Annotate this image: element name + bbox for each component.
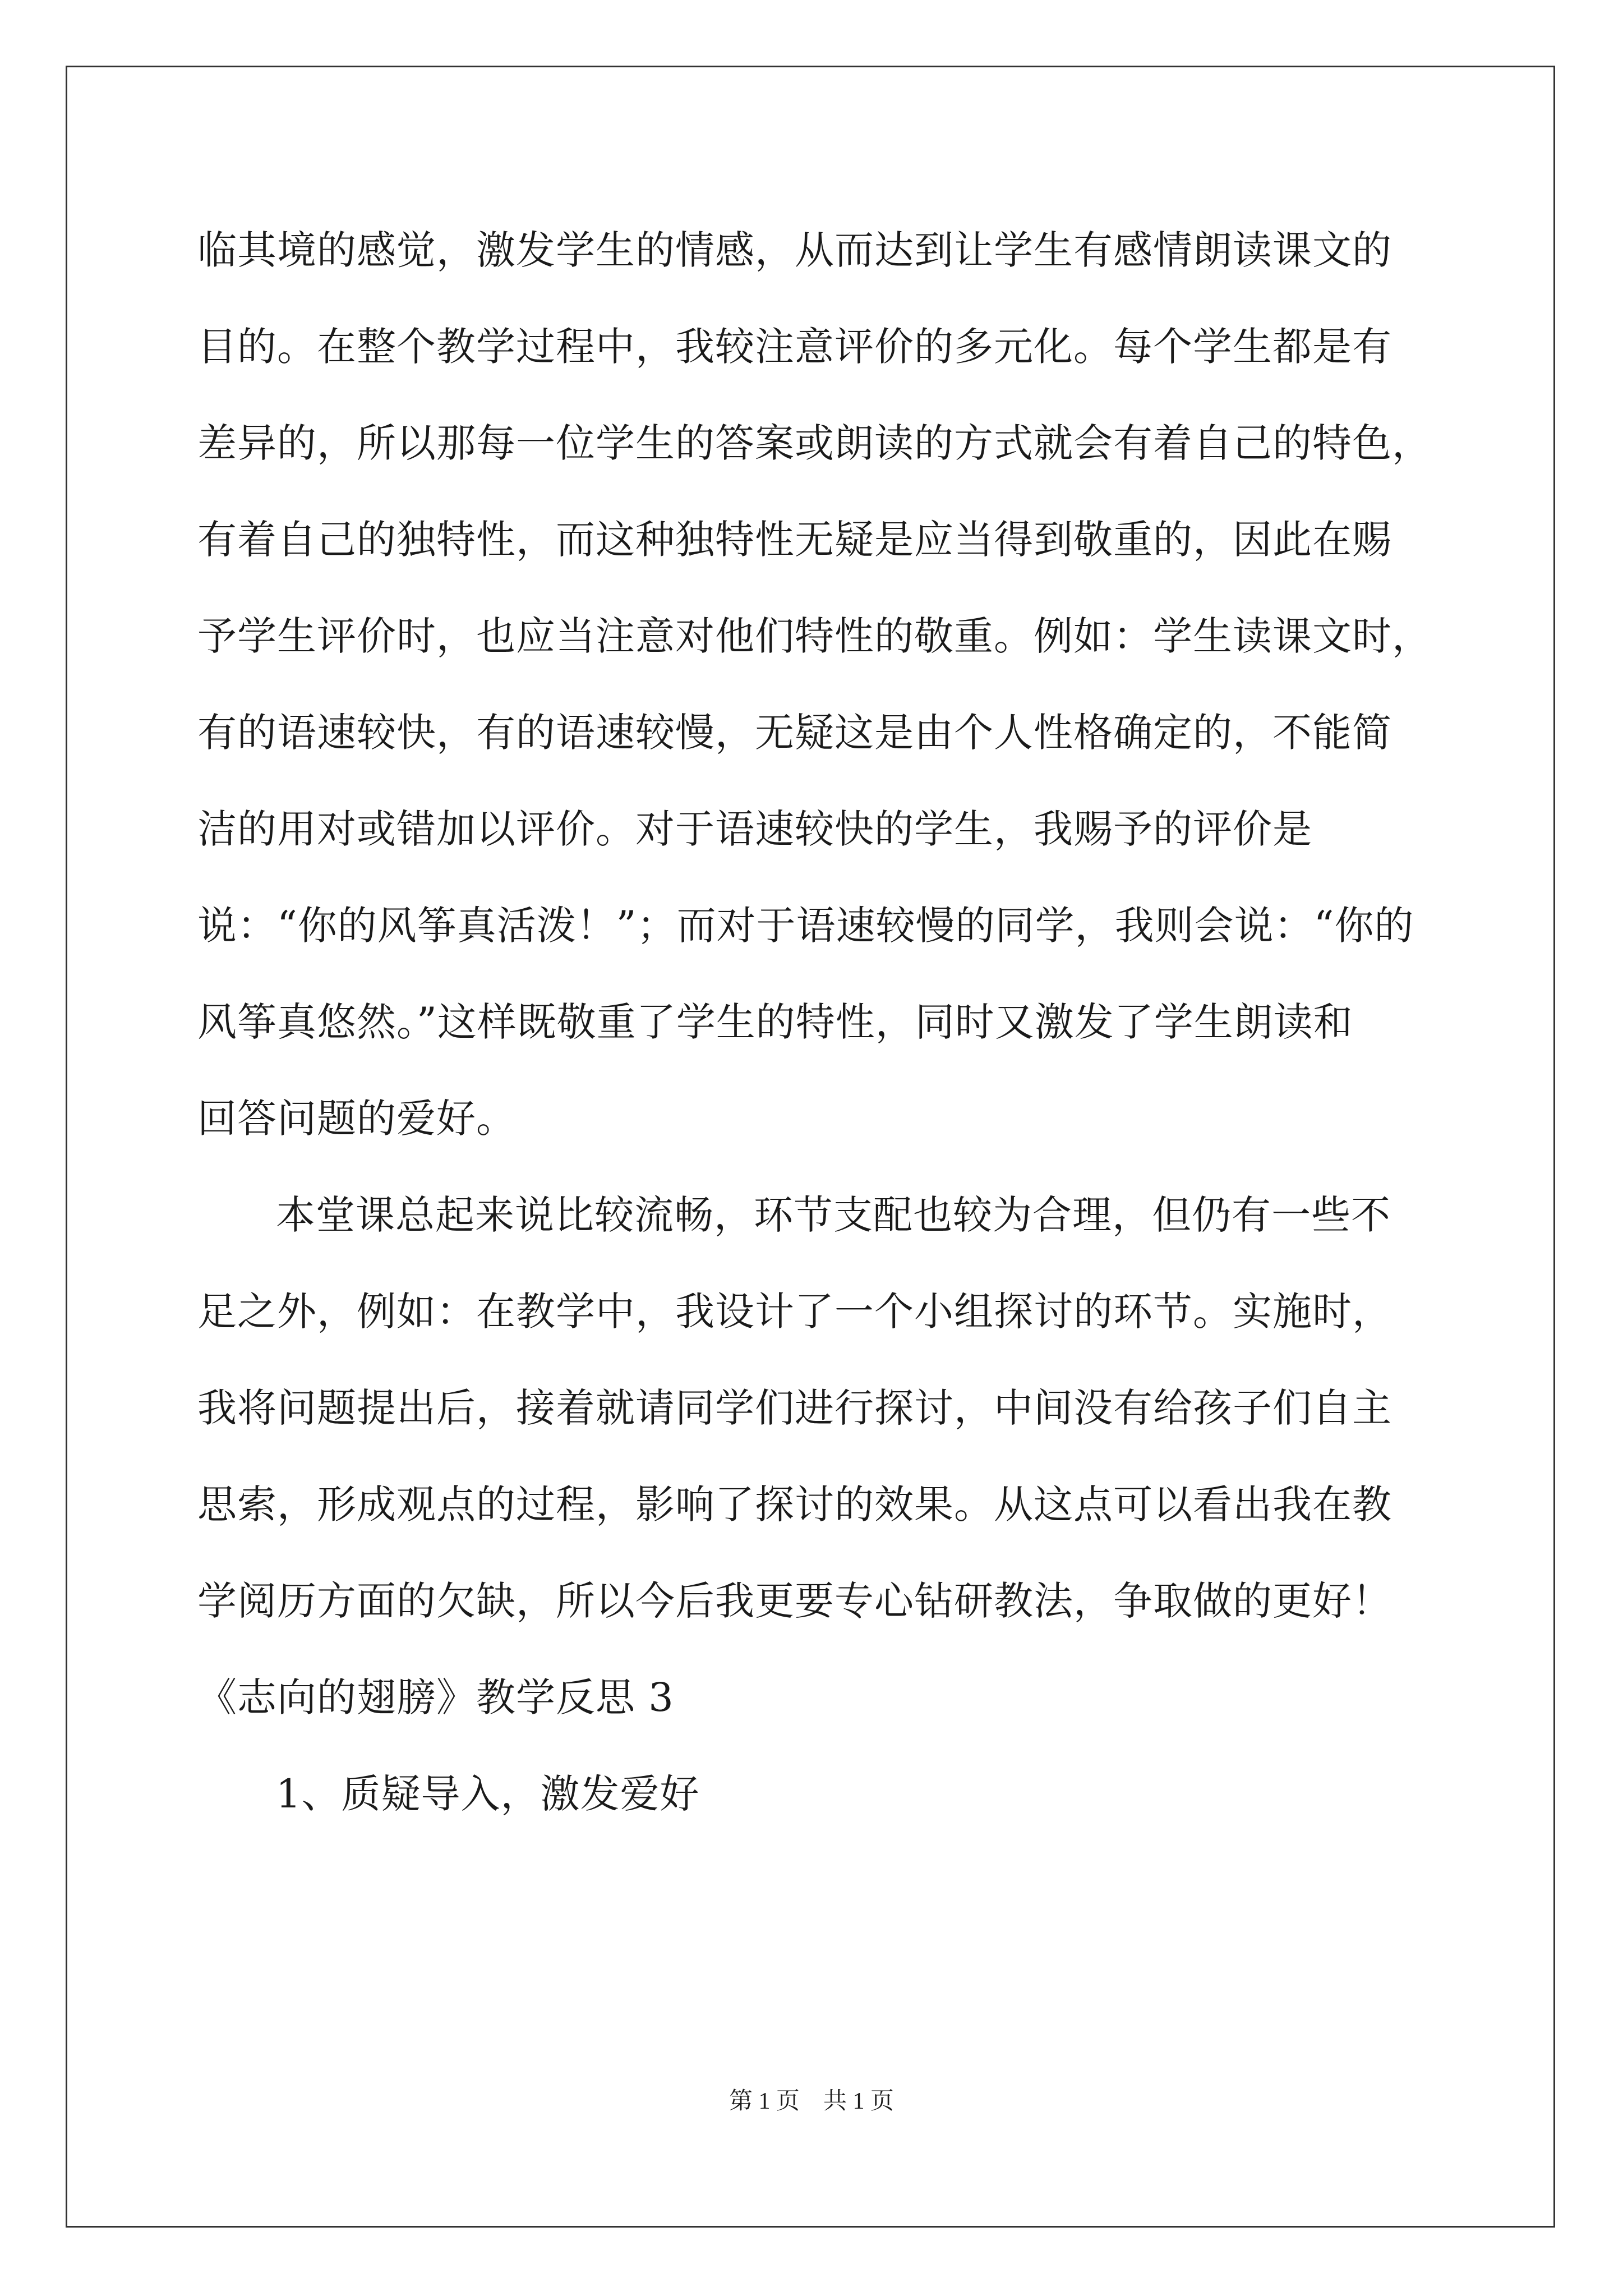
- paragraph-line: 临其境的感觉，激发学生的情感，从而达到让学生有感情朗读课文的: [197, 227, 1392, 273]
- paragraph-1: [197, 219, 1459, 1184]
- page-footer: 第 1 页 共 1 页: [728, 2088, 894, 2114]
- paragraph-line: 我将问题提出后，接着就请同学们进行探讨，中间没有给孩子们自主: [197, 1385, 1392, 1431]
- document-body: [197, 219, 1459, 1859]
- paragraph-line: 说：“你的风筝真活泼！”；而对于语速较慢的同学，我则会说：“你的: [197, 903, 1414, 949]
- paragraph-line: 予学生评价时，也应当注意对他们特性的敬重。例如：学生读课文时，: [197, 613, 1432, 659]
- subheading: 1、质疑导入，激发爱好: [276, 1771, 700, 1817]
- paragraph-line: 风筝真悠然。”这样既敬重了学生的特性，同时又激发了学生朗读和: [197, 999, 1353, 1045]
- paragraph-line: 差异的，所以那每一位学生的答案或朗读的方式就会有着自己的特色，: [197, 420, 1432, 466]
- paragraph-line: 有的语速较快，有的语速较慢，无疑这是由个人性格确定的，不能简: [197, 710, 1392, 756]
- paragraph-line: 回答问题的爱好。: [197, 1096, 516, 1142]
- section-heading: 《志向的翅膀》教学反思 3: [197, 1674, 674, 1720]
- paragraph-line: 学阅历方面的欠缺，所以今后我更要专心钻研教法，争取做的更好！: [197, 1578, 1392, 1624]
- paragraph-line: 本堂课总起来说比较流畅，环节支配也较为合理，但仍有一些不: [276, 1192, 1391, 1238]
- paragraph-line: 洁的用对或错加以评价。对于语速较快的学生，我赐予的评价是: [197, 806, 1312, 852]
- paragraph-line: 思索，形成观点的过程，影响了探讨的效果。从这点可以看出我在教: [197, 1481, 1392, 1527]
- paragraph-line: 足之外，例如：在教学中，我设计了一个小组探讨的环节。实施时，: [197, 1289, 1392, 1335]
- paragraph-line: 目的。在整个教学过程中，我较注意评价的多元化。每个学生都是有: [197, 324, 1392, 370]
- paragraph-line: 有着自己的独特性，而这种独特性无疑是应当得到敬重的，因此在赐: [197, 517, 1392, 563]
- paragraph-2: [197, 1184, 1459, 1666]
